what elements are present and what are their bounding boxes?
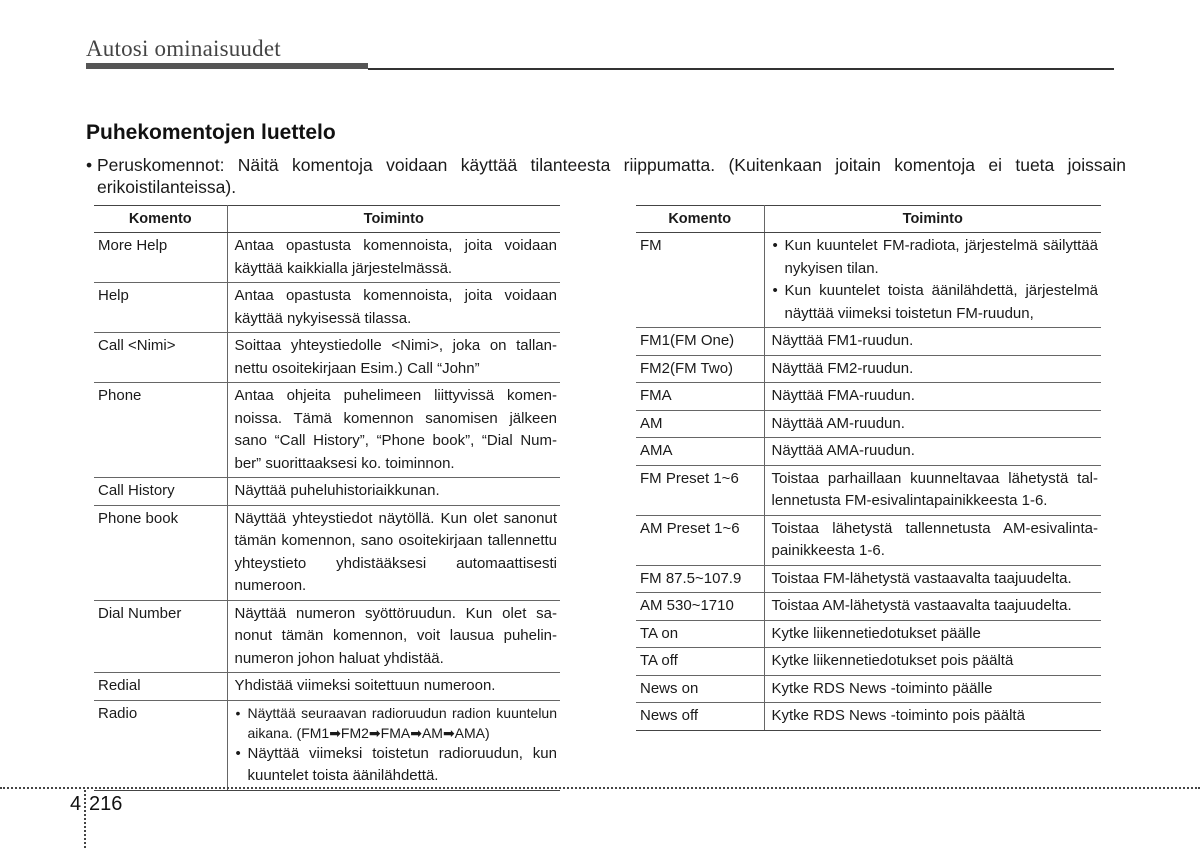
voice-command-table-left [94, 205, 560, 791]
table-row-fm [636, 233, 1101, 328]
command-cell: FM2(FM Two) [636, 355, 764, 383]
description-cell: Toistaa AM-lähetystä vastaavalta taajuudelta. [764, 593, 1101, 621]
command-cell: Call History [94, 478, 227, 506]
footer-dotted-divider [84, 790, 86, 848]
description-cell: Soittaa yhteystiedolle <Nimi>, joka on tallannettu osoitekirjaan Esim.) Call “John” [227, 333, 560, 383]
description-cell: Antaa opastusta komennoista, joita voidaan käyttää kaikkialla järjestelmässä. [227, 233, 560, 283]
command-cell: AM 530~1710 [636, 593, 764, 621]
bullet-item: • Näyttää seuraavan radioruudun radion kuuntelun aikana. (FM1➡FM2➡FMA➡AM➡AMA) [235, 703, 558, 743]
table-row [636, 703, 1101, 731]
table-row [94, 333, 560, 383]
chapter-number: 4 [70, 793, 82, 815]
command-cell: Call <Nimi> [94, 333, 227, 383]
table-row [636, 438, 1101, 466]
bullet-item: • Kun kuuntelet toista äänilähdettä, järjestelmä näyttää viimeksi toistetun FM-ruudun, [772, 280, 1099, 325]
bullet-item: • Näyttää viimeksi toistetun radioruudun, kun kuuntelet toista äänilähdettä. [235, 743, 558, 788]
table-row [636, 410, 1101, 438]
bullet-item: • Kun kuuntelet FM-radiota, järjestelmä säilyttää nykyisen tilan. [772, 235, 1099, 280]
description-cell: Näyttää numeron syöttöruudun. Kun olet sanonut tämän komennon, voit lausua puhelinnumeron johon haluat yhdistää. [227, 600, 560, 673]
command-cell: AMA [636, 438, 764, 466]
column-header-command: Komento [636, 206, 764, 233]
bullet-icon: • [86, 155, 93, 175]
description-cell: Antaa ohjeita puhelimeen liittyvissä komennoissa. Tämä komennon sanomisen jälkeen sano “Call History”, “Phone book”, “Dial Number” suorittaaksesi ko. toiminnon. [227, 383, 560, 478]
table-header-row [636, 206, 1101, 233]
table-row [636, 565, 1101, 593]
command-cell: AM [636, 410, 764, 438]
description-cell: Näyttää FM2-ruudun. [764, 355, 1101, 383]
footer-dotted-rule [0, 787, 1200, 789]
intro-paragraph [86, 154, 1126, 198]
command-cell: FM 87.5~107.9 [636, 565, 764, 593]
table-row [94, 383, 560, 478]
table-row [636, 515, 1101, 565]
table-row [94, 600, 560, 673]
command-cell: Phone book [94, 505, 227, 600]
table-header-row [94, 206, 560, 233]
table-row [636, 675, 1101, 703]
command-cell: Help [94, 283, 227, 333]
table-row [94, 283, 560, 333]
command-cell: AM Preset 1~6 [636, 515, 764, 565]
description-cell [227, 700, 560, 790]
description-cell: Näyttää FMA-ruudun. [764, 383, 1101, 411]
description-cell: Kytke liikennetiedotukset pois päältä [764, 648, 1101, 676]
description-cell: Kytke RDS News -toiminto pois päältä [764, 703, 1101, 731]
description-cell: Näyttää yhteystiedot näytöllä. Kun olet sanonut tämän komennon, sano osoitekirjaan tallennettu yhteystieto yhdistääksesi automaattisesti numeroon. [227, 505, 560, 600]
table-row [636, 383, 1101, 411]
command-cell: TA on [636, 620, 764, 648]
table-row [636, 355, 1101, 383]
table-row [636, 620, 1101, 648]
column-header-command: Komento [94, 206, 227, 233]
table-row [636, 328, 1101, 356]
description-cell: Kytke liikennetiedotukset päälle [764, 620, 1101, 648]
table-row [94, 673, 560, 701]
description-cell: Toistaa FM-lähetystä vastaavalta taajuudelta. [764, 565, 1101, 593]
command-cell: Phone [94, 383, 227, 478]
description-cell: Näyttää AM-ruudun. [764, 410, 1101, 438]
column-header-function: Toiminto [227, 206, 560, 233]
command-cell: FM Preset 1~6 [636, 465, 764, 515]
intro-text: Peruskomennot: Näitä komentoja voidaan käyttää tilanteesta riippumatta. (Kuitenkaan joitain komentoja ei tueta joissain erikoistilanteissa). [97, 155, 1126, 197]
table-row [94, 233, 560, 283]
page-header-title: Autosi ominaisuudet [86, 36, 281, 61]
description-cell: Antaa opastusta komennoista, joita voidaan käyttää nykyisessä tilassa. [227, 283, 560, 333]
description-cell [764, 233, 1101, 328]
description-cell: Näyttää FM1-ruudun. [764, 328, 1101, 356]
page-number: 216 [89, 793, 123, 815]
header-accent-bar [86, 63, 368, 69]
description-cell: Toistaa lähetystä tallennetusta AM-esivalintapainikkeesta 1-6. [764, 515, 1101, 565]
description-cell: Näyttää AMA-ruudun. [764, 438, 1101, 466]
command-cell: FM [636, 233, 764, 328]
description-cell: Toistaa parhaillaan kuunneltavaa lähetystä tallennetusta FM-esivalintapainikkeesta 1-6. [764, 465, 1101, 515]
table-row [94, 505, 560, 600]
section-title: Puhekomentojen luettelo [86, 121, 336, 144]
command-cell: Redial [94, 673, 227, 701]
header-rule [368, 68, 1114, 70]
voice-command-table-right [636, 205, 1101, 731]
command-cell: More Help [94, 233, 227, 283]
command-cell: FM1(FM One) [636, 328, 764, 356]
command-cell: TA off [636, 648, 764, 676]
command-cell: Dial Number [94, 600, 227, 673]
command-cell: FMA [636, 383, 764, 411]
table-row [636, 648, 1101, 676]
description-cell: Yhdistää viimeksi soitettuun numeroon. [227, 673, 560, 701]
command-cell: News off [636, 703, 764, 731]
command-cell: Radio [94, 700, 227, 790]
table-row [636, 593, 1101, 621]
description-cell: Kytke RDS News -toiminto päälle [764, 675, 1101, 703]
description-cell: Näyttää puheluhistoriaikkunan. [227, 478, 560, 506]
table-row [94, 478, 560, 506]
column-header-function: Toiminto [764, 206, 1101, 233]
table-row-radio [94, 700, 560, 790]
table-row [636, 465, 1101, 515]
command-cell: News on [636, 675, 764, 703]
